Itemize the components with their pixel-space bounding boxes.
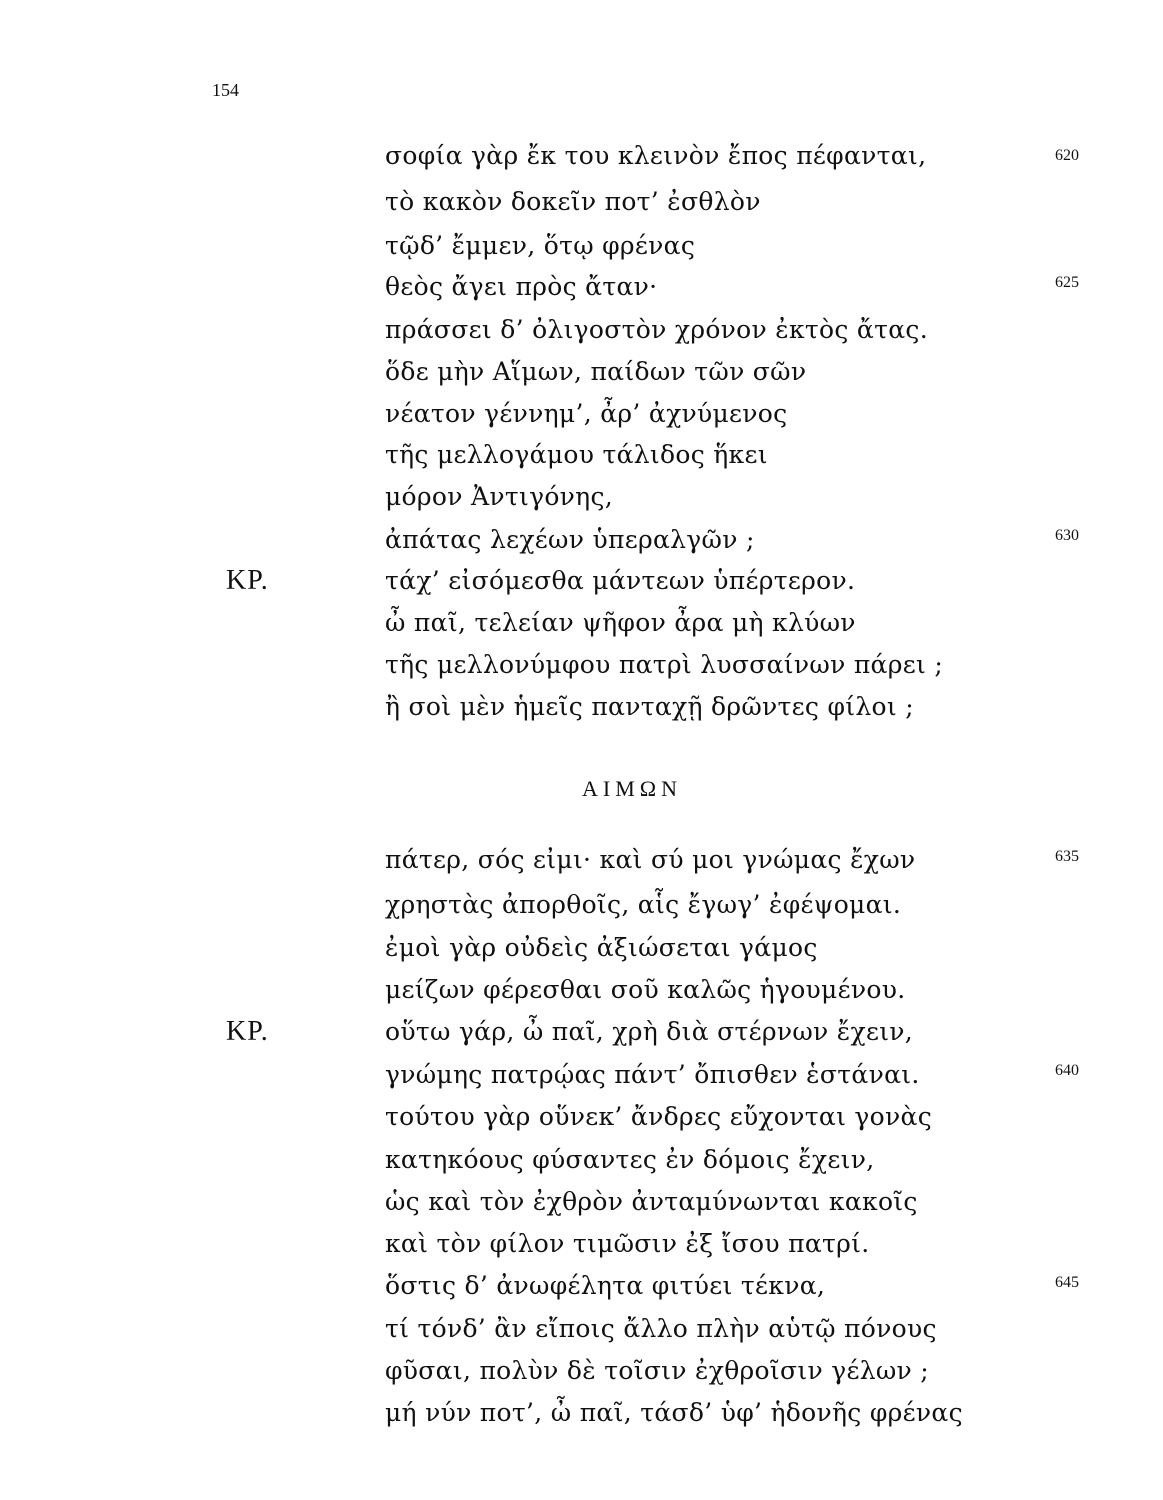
line-number: 620 [1055,147,1079,164]
verse-line: πράσσει δ’ ὀλιγοστὸν χρόνον ἐκτὸς ἄτας. [385,315,928,344]
verse-line: ἐμοὶ γὰρ οὐδεὶς ἀξιώσεται γάμος [385,933,818,962]
verse-line: τῆς μελλονύμφου πατρὶ λυσσαίνων πάρει ; [385,650,944,679]
verse-line: τούτου γὰρ οὕνεκ’ ἄνδρες εὔχονται γονὰς [385,1102,933,1131]
verse-line: ὡς καὶ τὸν ἐχθρὸν ἀνταμύνωνται κακοῖς [385,1187,918,1216]
verse-line: τί τόνδ’ ἂν εἴποις ἄλλο πλὴν αὑτῷ πόνους [385,1314,937,1343]
verse-line: χρηστὰς ἀπορθοῖς, αἷς ἔγωγ’ ἐφέψομαι. [385,890,902,919]
speaker-heading: ΑΙΜΩΝ [582,776,683,801]
verse-line: θεὸς ἄγει πρὸς ἄταν· [385,272,658,301]
line-number: 640 [1055,1062,1079,1079]
verse-line: ὦ παῖ, τελείαν ψῆφον ἆρα μὴ κλύων [385,608,856,637]
page-number: 154 [212,80,239,100]
verse-line: οὕτω γάρ, ὦ παῖ, χρὴ διὰ στέρνων ἔχειν, [385,1017,914,1046]
verse-line: ἢ σοὶ μὲν ἡμεῖς πανταχῇ δρῶντες φίλοι ; [385,692,914,721]
verse-line: σοφία γὰρ ἔκ του κλεινὸν ἔπος πέφανται, [385,141,927,170]
line-number: 625 [1055,274,1079,291]
line-number: 635 [1055,848,1079,865]
line-number: 630 [1055,527,1079,544]
verse-line: τὸ κακὸν δοκεῖν ποτ’ ἐσθλὸν [385,187,761,216]
verse-line: τάχ’ εἰσόμεσθα μάντεων ὑπέρτερον. [385,566,856,595]
verse-line: μόρον Ἀντιγόνης, [385,482,613,511]
verse-line: φῦσαι, πολὺν δὲ τοῖσιν ἐχθροῖσιν γέλων ; [385,1356,929,1385]
verse-line: καὶ τὸν φίλον τιμῶσιν ἐξ ἴσου πατρί. [385,1229,870,1258]
verse-line: μείζων φέρεσθαι σοῦ καλῶς ἡγουμένου. [385,975,906,1004]
verse-line: τῆς μελλογάμου τάλιδος ἥκει [385,440,768,469]
verse-line: νέατον γέννημ’, ἆρ’ ἀχνύμενος [385,399,788,428]
verse-line: γνώμης πατρῴας πάντ’ ὄπισθεν ἑστάναι. [385,1060,920,1089]
speaker-label: ΚΡ. [226,565,269,596]
verse-line: μή νύν ποτ’, ὦ παῖ, τάσδ’ ὑφ’ ἡδονῆς φρένας [385,1398,963,1427]
verse-line: πάτερ, σός εἰμι· καὶ σύ μοι γνώμας ἔχων [385,845,916,874]
verse-line: ὅδε μὴν Αἵμων, παίδων τῶν σῶν [385,357,807,386]
verse-line: ἀπάτας λεχέων ὑπεραλγῶν ; [385,525,755,554]
verse-line: τῷδ’ ἔμμεν, ὅτῳ φρένας [385,231,696,260]
line-number: 645 [1055,1274,1079,1291]
verse-line: ὅστις δ’ ἀνωφέλητα φιτύει τέκνα, [385,1271,826,1300]
speaker-label: ΚΡ. [226,1016,269,1047]
verse-line: κατηκόους φύσαντες ἐν δόμοις ἔχειν, [385,1145,875,1174]
